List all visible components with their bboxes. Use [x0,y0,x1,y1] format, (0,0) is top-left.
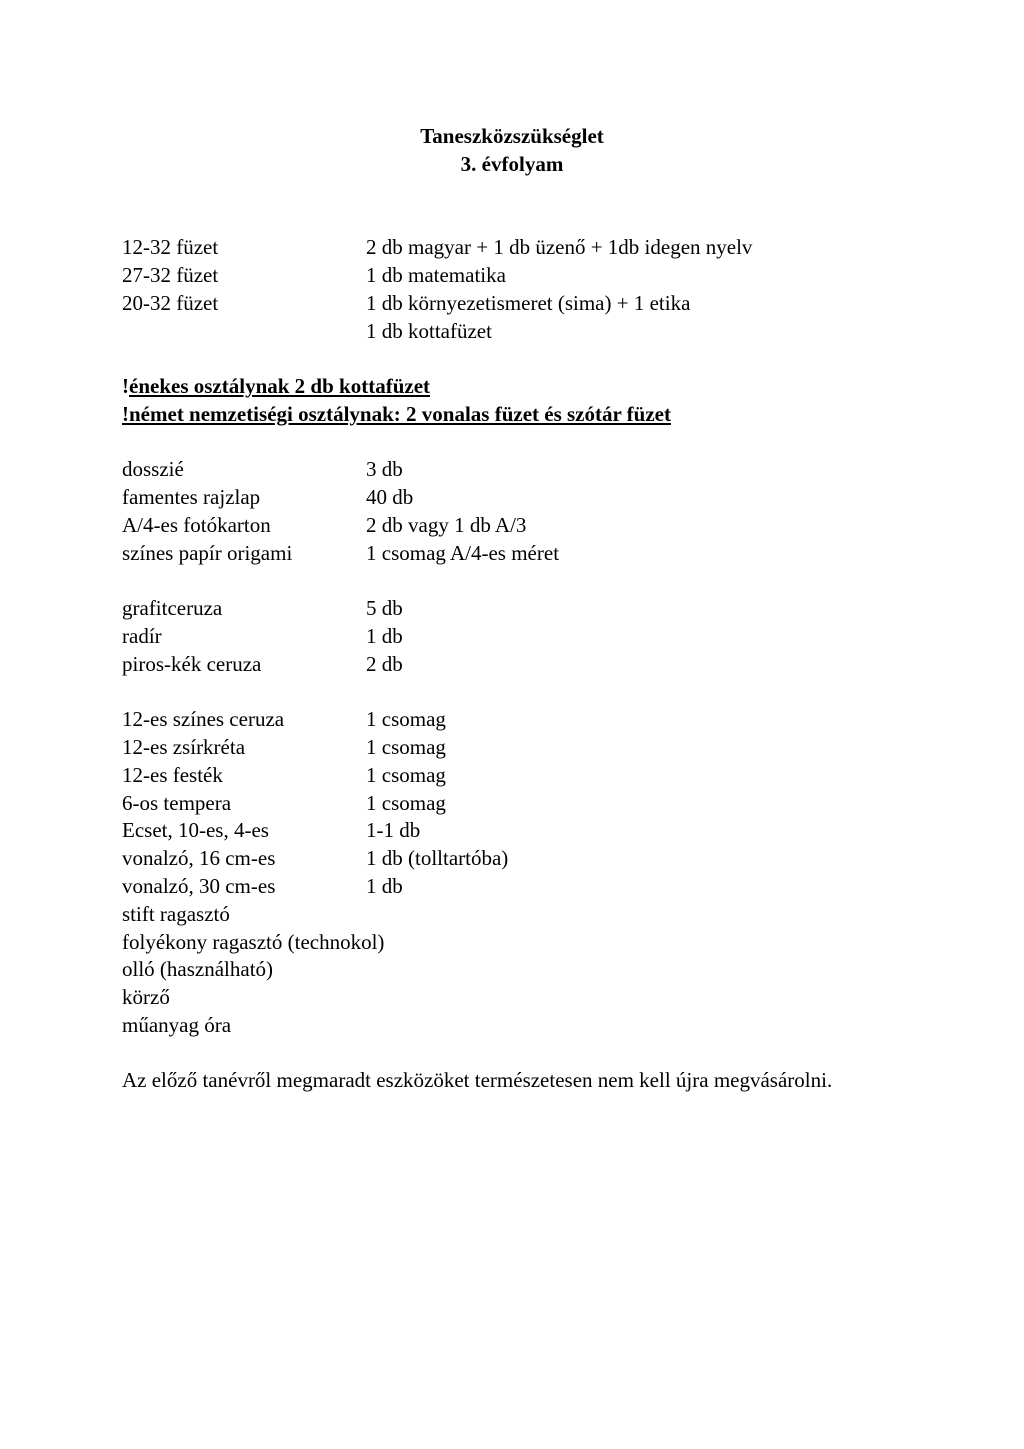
item-quantity: 3 db [366,457,403,481]
note-mark: ! [122,374,129,398]
item-quantity: 1 csomag A/4-es méret [366,541,560,565]
item-quantity: 1 db (tolltartóba) [366,846,509,870]
item-quantity: 1 csomag [366,735,446,759]
note-mark: ! [122,402,129,426]
item-quantity: 2 db magyar + 1 db üzenő + 1db idegen nyelv [366,235,753,259]
item-name: 12-32 füzet [122,235,219,259]
item-name: grafitceruza [122,596,223,620]
item-name: stift ragasztó [122,902,230,926]
document-subtitle: 3. évfolyam [460,152,564,176]
title-block [0,122,1024,178]
item-name: 20-32 füzet [122,291,219,315]
item-quantity: 1 db matematika [366,263,506,287]
item-quantity: 1 db [366,624,403,648]
item-quantity: 1 csomag [366,707,446,731]
item-quantity: 2 db [366,652,403,676]
item-name: folyékony ragasztó (technokol) [122,930,385,954]
item-quantity: 5 db [366,596,403,620]
item-name: 6-os tempera [122,791,232,815]
item-quantity: 1 db környezetismeret (sima) + 1 etika [366,291,691,315]
item-name: A/4-es fotókarton [122,513,271,537]
item-quantity: 40 db [366,485,414,509]
item-quantity: 1 db kottafüzet [366,319,492,343]
item-name: 12-es színes ceruza [122,707,285,731]
item-name: műanyag óra [122,1013,232,1037]
item-name: 27-32 füzet [122,263,219,287]
item-name: 12-es festék [122,763,223,787]
item-quantity: 2 db vagy 1 db A/3 [366,513,527,537]
item-quantity: 1 db [366,874,403,898]
item-name: körző [122,985,170,1009]
note-text: énekes osztálynak 2 db kottafüzet [129,374,431,398]
item-quantity: 1-1 db [366,818,421,842]
note-line [122,400,671,428]
item-name: radír [122,624,162,648]
item-name: vonalzó, 30 cm-es [122,874,276,898]
item-name: piros-kék ceruza [122,652,262,676]
item-name: olló (használható) [122,957,274,981]
item-name: 12-es zsírkréta [122,735,246,759]
item-name: famentes rajzlap [122,485,261,509]
note-text: német nemzetiségi osztálynak: 2 vonalas füzet és szótár füzet [129,402,671,426]
item-quantity: 1 csomag [366,791,446,815]
item-name: színes papír origami [122,541,293,565]
footer-note: Az előző tanévről megmaradt eszközöket természetesen nem kell újra megvásárolni. [122,1068,833,1092]
note-line [122,372,430,400]
item-name: vonalzó, 16 cm-es [122,846,276,870]
item-name: dosszié [122,457,184,481]
item-quantity: 1 csomag [366,763,446,787]
document-title: Taneszközszükséglet [420,124,604,148]
item-name: Ecset, 10-es, 4-es [122,818,269,842]
